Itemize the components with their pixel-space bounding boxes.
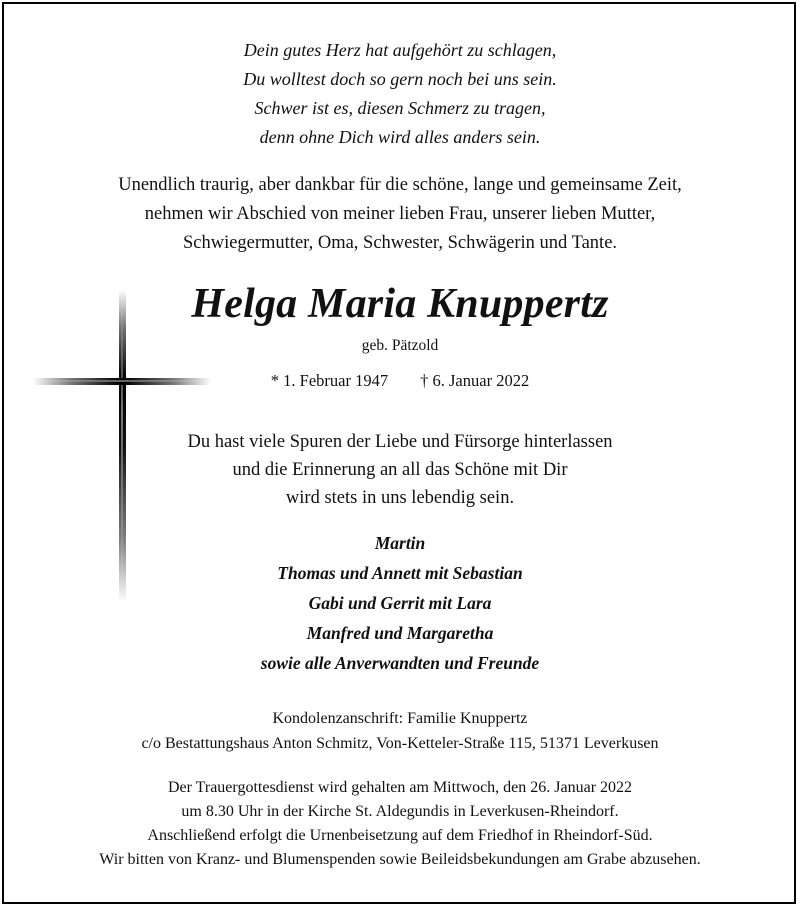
address-line: Kondolenzanschrift: Familie Knuppertz (272, 710, 528, 727)
funeral-service-info (0, 776, 800, 872)
birth-date: * 1. Februar 1947 (270, 371, 389, 390)
mourners-list (0, 528, 800, 678)
intro-text (0, 171, 800, 258)
quote-line: wird stets in uns lebendig sein. (285, 488, 515, 508)
mourner: Gabi und Gerrit mit Lara (308, 593, 492, 613)
mourner: Manfred und Margaretha (306, 623, 494, 643)
address-line: c/o Bestattungshaus Anton Schmitz, Von-Ketteler-Straße 115, 51371 Leverkusen (141, 735, 659, 752)
maiden-name: geb. Pätzold (361, 337, 439, 354)
mourner: sowie alle Anverwandten und Freunde (260, 653, 540, 673)
poem-line: denn ohne Dich wird alles anders sein. (259, 127, 541, 147)
service-line: um 8.30 Uhr in der Kirche St. Aldegundis in Leverkusen-Rheindorf. (181, 803, 619, 820)
intro-line: Unendlich traurig, aber dankbar für die schöne, lange und gemeinsame Zeit, (118, 175, 682, 195)
intro-line: nehmen wir Abschied von meiner lieben Frau, unserer lieben Mutter, (144, 204, 656, 224)
mourner: Martin (374, 533, 426, 553)
death-date: † 6. Januar 2022 (420, 371, 530, 390)
intro-line: Schwiegermutter, Oma, Schwester, Schwägerin und Tante. (182, 233, 618, 253)
mourner: Thomas und Annett mit Sebastian (277, 563, 523, 583)
poem (0, 36, 800, 152)
service-line: Anschließend erfolgt die Urnenbeisetzung auf dem Friedhof in Rheindorf-Süd. (147, 827, 653, 844)
memorial-quote (0, 428, 800, 512)
poem-line: Dein gutes Herz hat aufgehört zu schlagen, (243, 40, 557, 60)
life-dates (0, 369, 800, 393)
deceased-name: Helga Maria Knuppertz (191, 281, 609, 327)
quote-line: Du hast viele Spuren der Liebe und Fürsorge hinterlassen (187, 432, 613, 452)
condolence-address (0, 706, 800, 756)
poem-line: Du wolltest doch so gern noch bei uns sein. (243, 69, 557, 89)
service-line: Der Trauergottesdienst wird gehalten am Mittwoch, den 26. Januar 2022 (167, 779, 633, 796)
quote-line: und die Erinnerung an all das Schöne mit Dir (232, 460, 568, 480)
poem-line: Schwer ist es, diesen Schmerz zu tragen, (254, 98, 546, 118)
service-line: Wir bitten von Kranz- und Blumenspenden sowie Beileidsbekundungen am Grabe abzusehen. (99, 851, 701, 868)
